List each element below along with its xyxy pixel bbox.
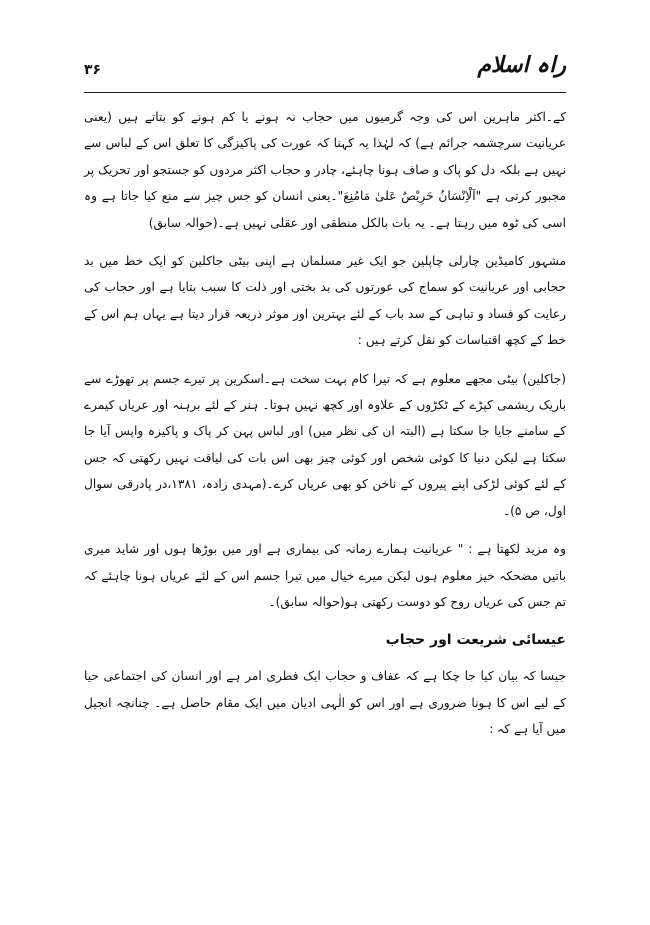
section-heading: عیسائی شریعت اور حجاب	[385, 632, 566, 649]
page-body	[84, 104, 566, 755]
paragraph-4: وہ مزید لکھتا ہے : " عریانیت ہمارے زمانہ کی بیماری ہے اور میں بوڑھا ہوں اور شاید میری باتیں مضحکہ خیز معلوم ہوں لیکن میرے خیال میں تیرا جسم اس کے لئے عریاں ہونا چاہئے کہ تم جس کی عریاں روح کو دوست رکھتی ہو(حوالہ سابق)۔	[84, 542, 566, 609]
paragraph-3-letter-quote: (جاکلین) بیٹی مجھے معلوم ہے کہ تیرا کام بہت سخت ہے۔اسکرین پر تیرے جسم پر تھوڑے سے باریک ریشمی کپڑے کے ٹکڑوں کے علاوہ اور کچھ نہیں ہوتا۔ ہنر کے لئے برہنہ اور عریاں کیمرے کے سامنے جایا جا سکتا ہے (البتہ ان کی نظر میں) اور لباس پہن کر پاک و پاکیزہ واپس آیا جا سکتا ہے لیکن دنیا کا کوئی شخص اور کوئی چیز بھی اس بات کی لیاقت نہیں رکھتی کہ جس کے لئے کوئی لڑکی اپنے پیروں کے ناخن کو بھی عریاں کرے۔(مہدی زادہ، ۱۳۸۱،در پادرقی سوال اول، ص ۵)۔	[84, 371, 567, 518]
section-paragraph: جیسا کہ بیان کیا جا چکا ہے کہ عفاف و حجاب ایک فطری امر ہے اور انسان کی اجتماعی حیا کے لیے اس کا ہونا ضروری ہے اور اس کو الٰہی ادیان میں ایک مقام حاصل ہے۔ چنانچہ انجیل میں آیا ہے کہ :	[84, 669, 566, 737]
page-number: ۳۶	[84, 62, 102, 78]
paragraph-1: کے۔اکثر ماہرین اس کی وجہ گرمیوں میں حجاب نہ ہونے یا کم ہونے کو بتاتے ہیں (یعنی عریانیت سرچشمہ جرائم ہے) کہ لہٰذا یہ کہنا کہ عورت کی پاکیزگی کا تعلق اس کے لباس سے نہیں ہے بلکہ دل کو پاک و صاف ہونا چاہئے، چادر و حجاب اکثر مردوں کو جستجو اور تحریک پر مجبور کرتی ہے "اَلْاِنْسَانُ حَرِیْصٌ عَلیٰ مَامُنِعَ"۔یعنی انسان کو جس چیز سے منع کیا جاتا ہے وہ اسی کی ٹوہ میں رہتا ہے۔ یہ بات بالکل منطقی اور عقلی نہیں ہے۔(حوالہ سابق)	[84, 110, 566, 230]
paragraph-2: مشہور کامیڈین چارلی چاپلین جو ایک غیر مسلمان ہے اپنی بیٹی جاکلین کو ایک خط میں بد حجابی اور عریانیت کو سماج کی عورتوں کی بد بختی اور ذلت کا سبب بتایا ہے اور حجاب کی رعایت کو فساد و تباہی کے سد باب کے لئے بہترین اور موثر ذریعہ قرار دیتا ہے یہاں ہم اس کے خط کے کچھ اقتباسات کو نقل کرتے ہیں :	[84, 254, 566, 348]
running-head-title: راہ اسلام	[477, 52, 566, 78]
page-header	[84, 52, 566, 93]
